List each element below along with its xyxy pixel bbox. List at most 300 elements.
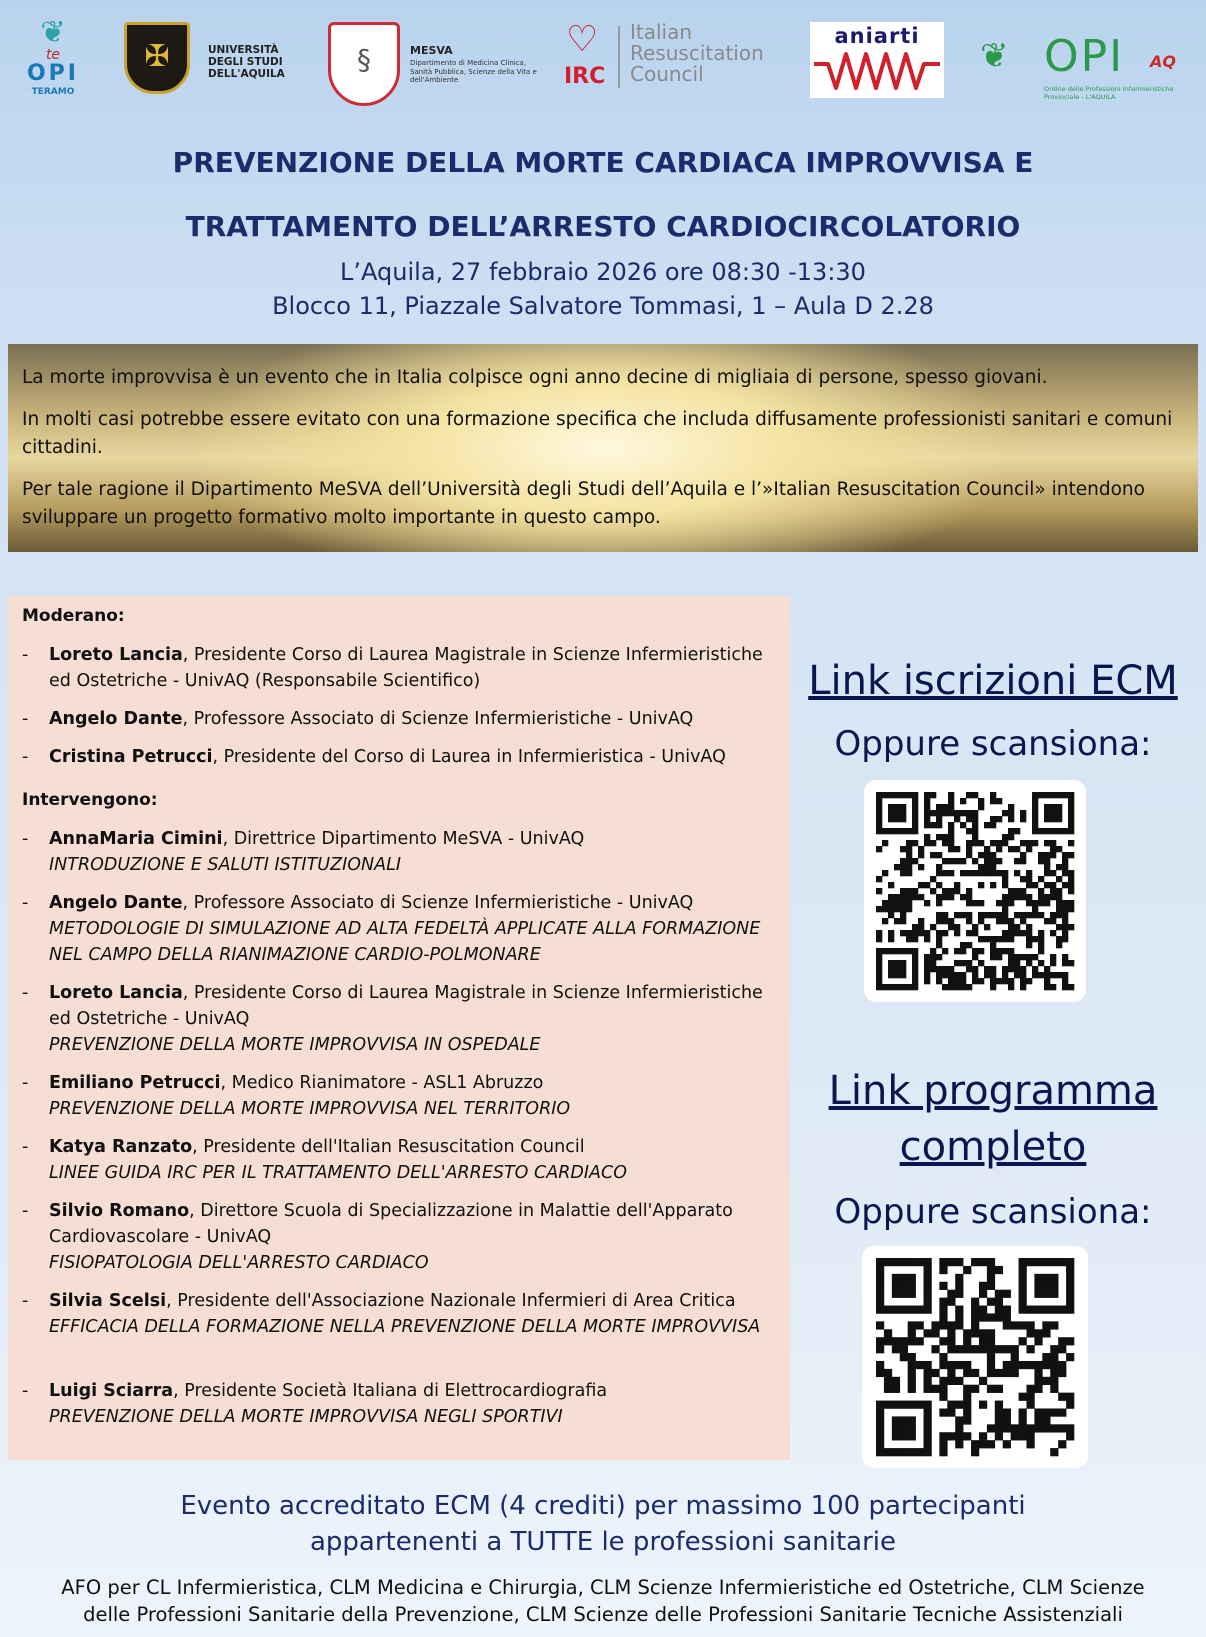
ecm-registration-link[interactable]: Link iscrizioni ECM: [808, 658, 1178, 704]
program-link-line2[interactable]: completo: [899, 1124, 1087, 1170]
qr-module: [876, 876, 882, 882]
qr-module: [906, 858, 912, 864]
qr-module: [1020, 954, 1026, 960]
qr-module: [924, 1274, 932, 1282]
qr-module: [960, 858, 966, 864]
qr-module: [1019, 1266, 1027, 1274]
qr-module: [1044, 810, 1050, 816]
qr-module: [1020, 966, 1026, 972]
qr-module: [972, 810, 978, 816]
qr-module: [1008, 960, 1014, 966]
qr-module: [1026, 1329, 1034, 1337]
qr-module: [990, 852, 996, 858]
qr-module: [990, 840, 996, 846]
qr-module: [894, 918, 900, 924]
qr-module: [1008, 948, 1014, 954]
qr-module: [882, 918, 888, 924]
qr-module: [947, 1290, 955, 1298]
qr-module: [1014, 960, 1020, 966]
qr-module: [884, 1306, 892, 1314]
qr-module: [892, 1424, 900, 1432]
qr-module: [876, 1361, 884, 1369]
qr-module: [900, 1337, 908, 1345]
qr-module: [888, 948, 894, 954]
qr-code-ecm[interactable]: [864, 780, 1086, 1002]
qr-module: [882, 870, 888, 876]
qr-module: [1050, 918, 1056, 924]
qr-module: [900, 864, 906, 870]
speaker-role: , Medico Rianimatore - ASL1 Abruzzo: [220, 1073, 544, 1093]
qr-module: [1011, 1353, 1019, 1361]
qr-module: [1032, 966, 1038, 972]
qr-module: [1034, 1416, 1042, 1424]
qr-module: [884, 1369, 892, 1377]
qr-module: [1038, 942, 1044, 948]
qr-module: [884, 1258, 892, 1266]
qr-module: [924, 1282, 932, 1290]
qr-module: [936, 834, 942, 840]
qr-module: [924, 1401, 932, 1409]
qr-module: [972, 870, 978, 876]
qr-module: [947, 1361, 955, 1369]
qr-module: [924, 798, 930, 804]
qr-module: [906, 840, 912, 846]
qr-module: [984, 858, 990, 864]
qr-module: [939, 1282, 947, 1290]
qr-module: [971, 1313, 979, 1321]
qr-module: [908, 1274, 916, 1282]
qr-module: [954, 858, 960, 864]
qr-module: [1026, 930, 1032, 936]
qr-module: [912, 930, 918, 936]
qr-module: [918, 882, 924, 888]
qr-module: [924, 972, 930, 978]
qr-module: [971, 1385, 979, 1393]
qr-module: [884, 1329, 892, 1337]
qr-module: [955, 1321, 963, 1329]
qr-module: [1008, 846, 1014, 852]
qr-module: [876, 1282, 884, 1290]
qr-module: [1026, 846, 1032, 852]
qr-module: [1042, 1306, 1050, 1314]
ecg-wave-icon: [814, 50, 940, 92]
qr-module: [912, 888, 918, 894]
qr-module: [876, 792, 882, 798]
qr-module: [987, 1385, 995, 1393]
qr-module: [978, 978, 984, 984]
qr-module: [963, 1345, 971, 1353]
qr-module: [924, 1298, 932, 1306]
qr-module: [888, 906, 894, 912]
qr-module: [978, 948, 984, 954]
qr-module: [1066, 1258, 1074, 1266]
qr-module: [1026, 1361, 1034, 1369]
speaker-topic: PREVENZIONE DELLA MORTE IMPROVVISA IN OSPEDALE: [49, 1035, 541, 1055]
qr-module: [888, 810, 894, 816]
qr-module: [1026, 1258, 1034, 1266]
qr-module: [960, 984, 966, 990]
qr-module: [1068, 870, 1074, 876]
qr-module: [942, 840, 948, 846]
qr-module: [1044, 828, 1050, 834]
qr-module: [908, 1385, 916, 1393]
qr-module: [1034, 1369, 1042, 1377]
qr-module: [1042, 1321, 1050, 1329]
qr-module: [1062, 972, 1068, 978]
qr-module: [960, 942, 966, 948]
qr-module: [1026, 1321, 1034, 1329]
qr-module: [888, 936, 894, 942]
qr-module: [1068, 882, 1074, 888]
qr-module: [924, 1258, 932, 1266]
qr-module: [900, 1282, 908, 1290]
qr-module: [1062, 924, 1068, 930]
qr-module: [987, 1298, 995, 1306]
qr-module: [1019, 1306, 1027, 1314]
qr-module: [948, 810, 954, 816]
event-title-line1: PREVENZIONE DELLA MORTE CARDIACA IMPROVVISA E: [172, 146, 1034, 179]
qr-module: [971, 1448, 979, 1456]
qr-module: [1058, 1361, 1066, 1369]
qr-module: [954, 930, 960, 936]
qr-module: [936, 936, 942, 942]
qr-module: [1008, 810, 1014, 816]
qr-module: [1050, 840, 1056, 846]
qr-module: [1050, 984, 1056, 990]
qr-module: [948, 972, 954, 978]
qr-module: [936, 810, 942, 816]
qr-module: [1032, 954, 1038, 960]
qr-module: [1026, 1440, 1034, 1448]
qr-module: [942, 972, 948, 978]
qr-module: [936, 852, 942, 858]
qr-module: [948, 978, 954, 984]
qr-module: [971, 1329, 979, 1337]
qr-module: [1020, 894, 1026, 900]
qr-module: [955, 1416, 963, 1424]
qr-module: [963, 1337, 971, 1345]
qr-module: [876, 984, 882, 990]
qr-module: [1014, 846, 1020, 852]
qr-module: [906, 984, 912, 990]
intro-paragraph-1: La morte improvvisa è un evento che in Italia colpisce ogni anno decine di migliaia di persone, spesso giovani.: [22, 367, 1048, 388]
qr-module: [1019, 1337, 1027, 1345]
qr-module: [1026, 936, 1032, 942]
qr-module: [979, 1345, 987, 1353]
opi-aq-logo: ❦ OPI AQ Ordine delle Professioni Infermieristiche Provinciale - L'AQUILA: [980, 31, 1176, 101]
qr-module: [990, 984, 996, 990]
qr-module: [996, 816, 1002, 822]
qr-module: [1032, 810, 1038, 816]
qr-module: [966, 846, 972, 852]
qr-module: [947, 1329, 955, 1337]
qr-module: [908, 1361, 916, 1369]
qr-module: [888, 960, 894, 966]
opi-hands-icon: ❦: [40, 15, 66, 50]
qr-module: [892, 1385, 900, 1393]
qr-module: [990, 864, 996, 870]
accreditation-line2: appartenenti a TUTTE le professioni sanitarie: [309, 1527, 897, 1557]
qr-code-program[interactable]: [862, 1246, 1088, 1468]
qr-module: [1056, 816, 1062, 822]
qr-module: [947, 1377, 955, 1385]
qr-module: [1019, 1416, 1027, 1424]
qr-module: [1050, 888, 1056, 894]
qr-module: [1044, 870, 1050, 876]
qr-module: [924, 1440, 932, 1448]
qr-module: [1020, 840, 1026, 846]
qr-module: [1032, 900, 1038, 906]
speaker-role: , Presidente Società Italiana di Elettrocardiografia: [173, 1381, 608, 1401]
qr-module: [1008, 924, 1014, 930]
qr-module: [1056, 828, 1062, 834]
qr-module: [1019, 1258, 1027, 1266]
qr-module: [939, 1393, 947, 1401]
qr-module: [954, 948, 960, 954]
qr-module: [1014, 954, 1020, 960]
qr-module: [1014, 858, 1020, 864]
qr-module: [971, 1298, 979, 1306]
qr-module: [900, 816, 906, 822]
qr-module: [1062, 954, 1068, 960]
qr-module: [1068, 804, 1074, 810]
qr-module: [942, 918, 948, 924]
qr-module: [884, 1385, 892, 1393]
qr-module: [939, 1258, 947, 1266]
qr-module: [1034, 1361, 1042, 1369]
qr-module: [948, 918, 954, 924]
qr-module: [1034, 1337, 1042, 1345]
qr-module: [1020, 816, 1026, 822]
qr-module: [966, 816, 972, 822]
qr-module: [918, 864, 924, 870]
qr-module: [960, 822, 966, 828]
qr-module: [900, 960, 906, 966]
qr-module: [930, 924, 936, 930]
qr-module: [987, 1337, 995, 1345]
qr-module: [963, 1408, 971, 1416]
qr-module: [972, 930, 978, 936]
qr-module: [1050, 1361, 1058, 1369]
qr-module: [1019, 1424, 1027, 1432]
qr-module: [912, 798, 918, 804]
qr-module: [966, 852, 972, 858]
qr-module: [892, 1274, 900, 1282]
qr-module: [1050, 972, 1056, 978]
qr-module: [1019, 1298, 1027, 1306]
qr-module: [900, 1353, 908, 1361]
qr-module: [1038, 858, 1044, 864]
qr-module: [912, 924, 918, 930]
qr-module: [1020, 972, 1026, 978]
qr-module: [947, 1369, 955, 1377]
qr-module: [954, 882, 960, 888]
qr-module: [1003, 1369, 1011, 1377]
qr-module: [894, 972, 900, 978]
qr-module: [1068, 876, 1074, 882]
qr-module: [947, 1337, 955, 1345]
qr-module: [995, 1345, 1003, 1353]
qr-module: [1026, 954, 1032, 960]
qr-module: [1044, 852, 1050, 858]
qr-module: [948, 792, 954, 798]
qr-module: [1042, 1258, 1050, 1266]
qr-module: [936, 816, 942, 822]
qr-module: [1003, 1290, 1011, 1298]
qr-module: [1038, 852, 1044, 858]
qr-module: [1020, 888, 1026, 894]
qr-module: [876, 1424, 884, 1432]
qr-module: [912, 894, 918, 900]
qr-module: [936, 882, 942, 888]
qr-module: [912, 816, 918, 822]
qr-module: [960, 978, 966, 984]
qr-module: [876, 828, 882, 834]
qr-module: [1008, 894, 1014, 900]
qr-module: [1050, 852, 1056, 858]
qr-module: [900, 888, 906, 894]
qr-module: [1026, 870, 1032, 876]
qr-module: [1002, 906, 1008, 912]
qr-module: [900, 846, 906, 852]
qr-module: [936, 870, 942, 876]
qr-module: [1042, 1377, 1050, 1385]
qr-module: [888, 972, 894, 978]
qr-module: [1058, 1306, 1066, 1314]
qr-module: [942, 834, 948, 840]
qr-module: [892, 1416, 900, 1424]
qr-module: [1050, 1258, 1058, 1266]
qr-module: [900, 1432, 908, 1440]
qr-module: [1019, 1321, 1027, 1329]
qr-module: [1056, 888, 1062, 894]
qr-module: [987, 1313, 995, 1321]
qr-module: [876, 978, 882, 984]
qr-module: [1008, 978, 1014, 984]
qr-module: [972, 816, 978, 822]
qr-module: [924, 900, 930, 906]
qr-module: [939, 1361, 947, 1369]
program-link-line1[interactable]: Link programma: [828, 1068, 1158, 1114]
qr-module: [1019, 1274, 1027, 1282]
qr-module: [906, 948, 912, 954]
qr-module: [912, 858, 918, 864]
speaker-topic: PREVENZIONE DELLA MORTE IMPROVVISA NEL TERRITORIO: [49, 1099, 571, 1119]
qr-module: [924, 1424, 932, 1432]
qr-module: [931, 1345, 939, 1353]
qr-module: [984, 870, 990, 876]
qr-module: [918, 930, 924, 936]
qr-module: [996, 948, 1002, 954]
qr-module: [963, 1393, 971, 1401]
qr-module: [1014, 966, 1020, 972]
qr-module: [963, 1432, 971, 1440]
qr-module: [966, 930, 972, 936]
qr-module: [1020, 918, 1026, 924]
qr-module: [1056, 942, 1062, 948]
qr-module: [984, 912, 990, 918]
qr-module: [876, 822, 882, 828]
qr-module: [1056, 894, 1062, 900]
qr-module: [884, 1377, 892, 1385]
qr-module: [1032, 840, 1038, 846]
qr-module: [894, 894, 900, 900]
qr-module: [942, 912, 948, 918]
qr-module: [876, 1416, 884, 1424]
qr-module: [939, 1337, 947, 1345]
qr-module: [995, 1385, 1003, 1393]
qr-module: [996, 918, 1002, 924]
qr-module: [916, 1258, 924, 1266]
qr-module: [966, 870, 972, 876]
qr-module: [912, 948, 918, 954]
qr-module: [1008, 966, 1014, 972]
qr-module: [900, 870, 906, 876]
qr-module: [1034, 1274, 1042, 1282]
qr-module: [1044, 984, 1050, 990]
qr-module: [876, 1258, 884, 1266]
qr-module: [1044, 804, 1050, 810]
qr-module: [1026, 978, 1032, 984]
qr-module: [990, 954, 996, 960]
qr-module: [960, 960, 966, 966]
qr-module: [876, 1345, 884, 1353]
qr-module: [1011, 1424, 1019, 1432]
qr-module: [939, 1353, 947, 1361]
qr-module: [990, 792, 996, 798]
qr-module: [918, 894, 924, 900]
qr-module: [924, 1306, 932, 1314]
qr-module: [1032, 936, 1038, 942]
qr-module: [978, 900, 984, 906]
qr-module: [1050, 816, 1056, 822]
qr-module: [1019, 1408, 1027, 1416]
qr-module: [1008, 918, 1014, 924]
qr-module: [990, 936, 996, 942]
qr-module: [900, 966, 906, 972]
qr-module: [955, 1290, 963, 1298]
qr-module: [900, 1306, 908, 1314]
qr-module: [1066, 1306, 1074, 1314]
qr-module: [1038, 948, 1044, 954]
qr-module: [876, 846, 882, 852]
qr-module: [1050, 1345, 1058, 1353]
qr-module: [1062, 918, 1068, 924]
qr-module: [995, 1306, 1003, 1314]
qr-module: [924, 816, 930, 822]
moderator-role: , Presidente Corso di Laurea Magistrale in Scienze Infermieristiche ed Ostetriche - UnivAQ (Responsabile Scientifico): [49, 645, 763, 691]
qr-module: [995, 1313, 1003, 1321]
qr-module: [1019, 1290, 1027, 1298]
qr-module: [972, 924, 978, 930]
qr-module: [930, 960, 936, 966]
qr-module: [1050, 1274, 1058, 1282]
qr-module: [1050, 1282, 1058, 1290]
qr-module: [900, 900, 906, 906]
speaker-role: , Presidente dell'Associazione Nazionale Infermieri di Area Critica: [166, 1291, 736, 1311]
qr-module: [906, 852, 912, 858]
qr-module: [948, 858, 954, 864]
qr-module: [1003, 1321, 1011, 1329]
qr-module: [1062, 936, 1068, 942]
qr-module: [1066, 1266, 1074, 1274]
qr-module: [894, 984, 900, 990]
qr-module: [984, 972, 990, 978]
qr-module: [1056, 846, 1062, 852]
qr-module: [987, 1258, 995, 1266]
qr-module: [876, 1408, 884, 1416]
qr-module: [939, 1440, 947, 1448]
